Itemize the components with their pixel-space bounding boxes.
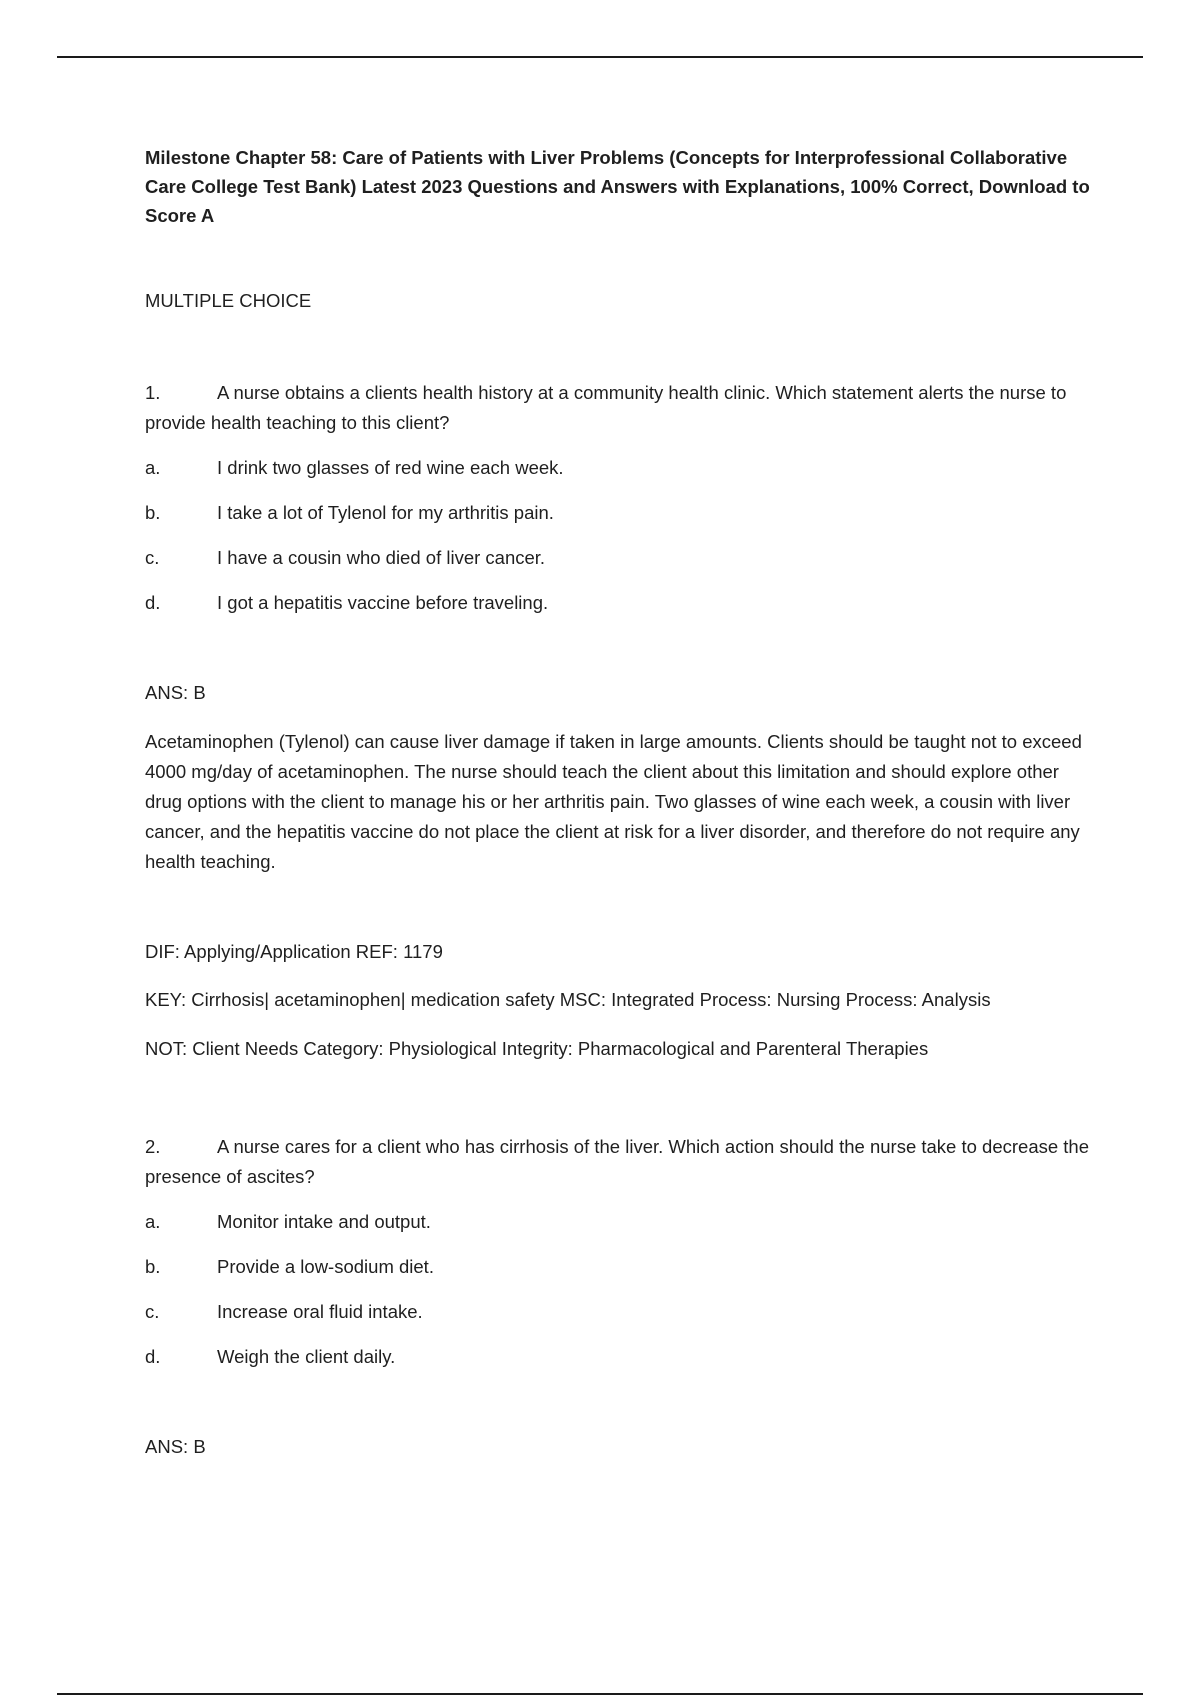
option-d: [145, 1342, 1095, 1372]
question-metadata: [145, 937, 1095, 1064]
option-a: [145, 1207, 1095, 1237]
option-letter: a.: [145, 457, 161, 478]
bottom-rule: [57, 1693, 1143, 1695]
option-letter: d.: [145, 592, 161, 613]
option-text: I got a hepatitis vaccine before traveling.: [217, 592, 549, 613]
question-stem: [145, 1132, 1095, 1192]
option-text: Increase oral fluid intake.: [217, 1300, 423, 1322]
option-letter: c.: [145, 1300, 160, 1322]
option-a: [145, 453, 1095, 483]
option-c: [145, 543, 1095, 573]
question-text: A nurse obtains a clients health history at a community health clinic. Which statement alerts the nurse to provide health teaching to this client?: [145, 382, 1067, 433]
option-c: [145, 1297, 1095, 1327]
keywords-msc: KEY: Cirrhosis| acetaminophen| medication safety MSC: Integrated Process: Nursing Process: Analysis: [145, 989, 991, 1010]
answer-key: ANS: B: [145, 1435, 206, 1457]
difficulty-reference: DIF: Applying/Application REF: 1179: [145, 940, 443, 962]
question-number: 1.: [145, 382, 161, 403]
option-text: Provide a low-sodium diet.: [217, 1255, 434, 1277]
option-letter: b.: [145, 502, 161, 523]
option-text: I take a lot of Tylenol for my arthritis pain.: [217, 502, 554, 523]
option-list: [145, 1207, 1095, 1372]
answer-key: ANS: B: [145, 682, 206, 703]
option-text: I have a cousin who died of liver cancer.: [217, 547, 546, 568]
option-letter: c.: [145, 547, 160, 568]
option-letter: d.: [145, 1345, 161, 1367]
option-text: Weigh the client daily.: [217, 1345, 396, 1367]
question-text: A nurse cares for a client who has cirrhosis of the liver. Which action should the nurse take to decrease the presence of ascites?: [145, 1135, 1090, 1187]
question-stem: [145, 378, 1095, 438]
rationale: Acetaminophen (Tylenol) can cause liver damage if taken in large amounts. Clients should be taught not to exceed 4000 mg/day of acetaminophen. The nurse should teach the client about this limitation and should explore other drug options with the client to manage his or her arthritis pain. Two glasses of wine each week, a cousin with liver cancer, and the hepatitis vaccine do not place the client at risk for a liver disorder, and therefore do not require any health teaching.: [145, 730, 1082, 872]
option-letter: a.: [145, 1210, 161, 1232]
question-2: [145, 1132, 1095, 1462]
document-title: Milestone Chapter 58: Care of Patients with Liver Problems (Concepts for Interprofessional Collaborative Care College Test Bank) Latest 2023 Questions and Answers with Explanations, 100% Correct, Download to Score A: [145, 147, 1090, 226]
question-1: [145, 378, 1095, 1064]
option-b: [145, 1252, 1095, 1282]
option-b: [145, 498, 1095, 528]
section-label: MULTIPLE CHOICE: [145, 290, 312, 311]
option-letter: b.: [145, 1255, 161, 1277]
page-content: [145, 143, 1095, 1480]
client-needs: NOT: Client Needs Category: Physiological Integrity: Pharmacological and Parenteral Therapies: [145, 1037, 929, 1059]
option-list: [145, 453, 1095, 618]
option-d: [145, 588, 1095, 618]
option-text: Monitor intake and output.: [217, 1210, 431, 1232]
question-number: 2.: [145, 1135, 161, 1157]
top-rule: [57, 56, 1143, 58]
option-text: I drink two glasses of red wine each week.: [217, 457, 564, 478]
